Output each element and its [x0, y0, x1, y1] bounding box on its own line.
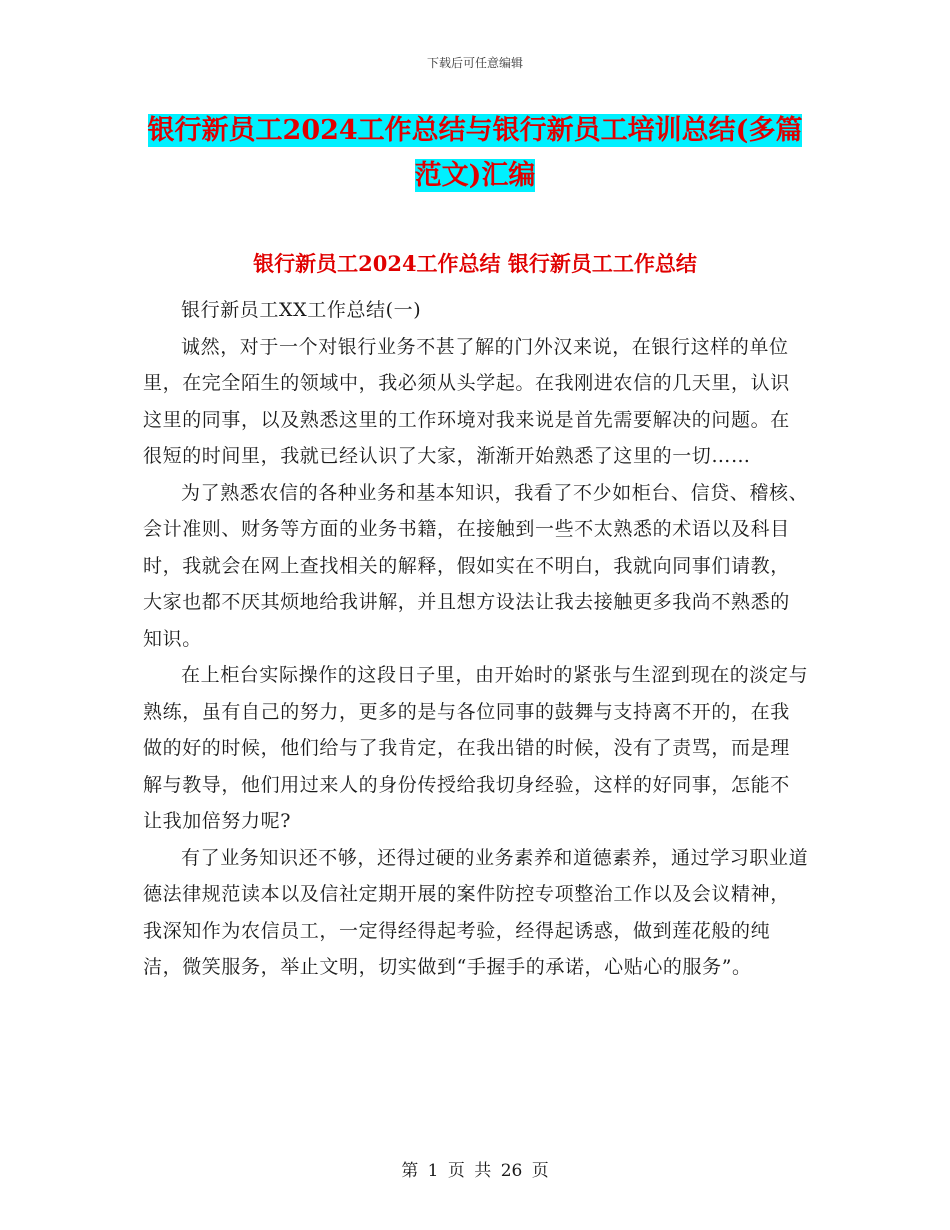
paragraph: 在上柜台实际操作的这段日子里，由开始时的紧张与生涩到现在的淡定与熟练，虽有自己的努力，更多的是与各位同事的鼓舞与支持离不开的，在我做的好的时候，他们给与了我肯定，在我出错的时候，没有了责骂，而是理解与教导，他们用过来人的身份传授给我切身经验，这样的好同事，怎能不让我加倍努力呢?: [143, 664, 809, 832]
document-title: [145, 108, 805, 198]
paragraph: 诚然，对于一个对银行业务不甚了解的门外汉来说，在银行这样的单位里，在完全陌生的领域中，我必须从头学起。在我刚进农信的几天里，认识这里的同事，以及熟悉这里的工作环境对我来说是首先需要解决的问题。在很短的时间里，我就已经认识了大家，渐渐开始熟悉了这里的一切……: [143, 335, 790, 467]
document-title-text: 银行新员工2024工作总结与银行新员工培训总结(多篇范文)汇编: [147, 115, 803, 191]
header-note: 下载后可任意编辑: [426, 56, 523, 70]
page-number-footer: 第 1 页 共 26 页: [401, 1161, 549, 1181]
paragraph: 为了熟悉农信的各种业务和基本知识，我看了不少如柜台、信贷、稽核、会计准则、财务等方面的业务书籍，在接触到一些不太熟悉的术语以及科目时，我就会在网上查找相关的解释，假如实在不明白，我就向同事们请教，大家也都不厌其烦地给我讲解，并且想方设法让我去接触更多我尚不熟悉的知识。: [143, 481, 809, 650]
document-body: [143, 292, 809, 986]
section-title: 银行新员工2024工作总结 银行新员工工作总结: [253, 251, 697, 276]
paragraph-subtitle: 银行新员工XX工作总结(一): [181, 299, 422, 321]
paragraph: 有了业务知识还不够，还得过硬的业务素养和道德素养，通过学习职业道德法律规范读本以及信社定期开展的案件防控专项整治工作以及会议精神， 我深知作为农信员工，一定得经得起考验，经得起诱惑，做到莲花般的纯洁，微笑服务，举止文明，切实做到“手握手的承诺，心贴心的服务”。: [143, 846, 809, 978]
